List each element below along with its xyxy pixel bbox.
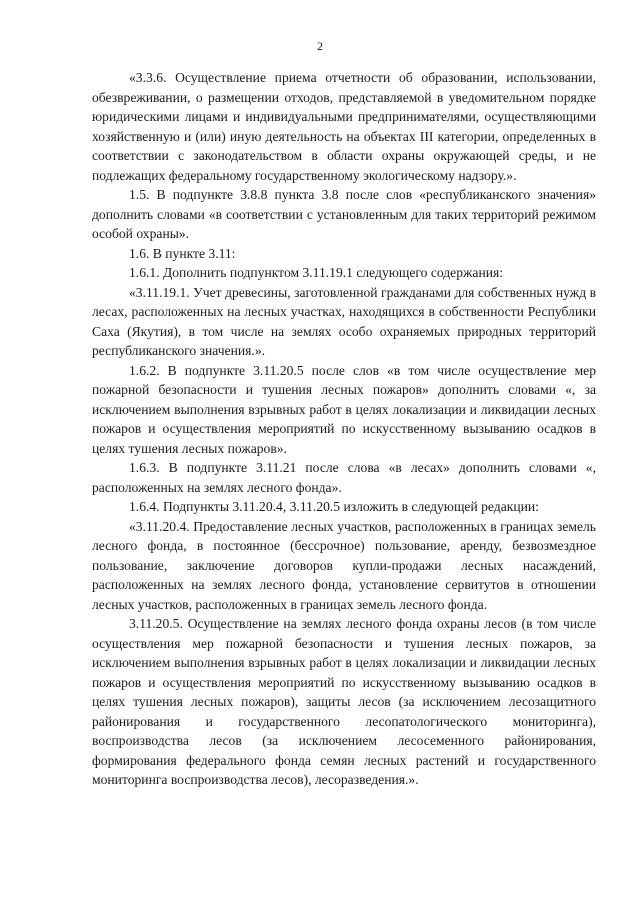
document-body <box>92 68 596 790</box>
paragraph-1-6-1: 1.6.1. Дополнить подпунктом 3.11.19.1 следующего содержания: <box>129 265 504 280</box>
paragraph-1-6-3: 1.6.3. В подпункте 3.11.21 после слова «в лесах» дополнить словами «, расположенных на землях лесного фонда». <box>92 460 596 495</box>
paragraph-3-3-6: «3.3.6. Осуществление приема отчетности об образовании, использовании, обезвреживании, о размещении отходов, представляемой в уведомительном порядке юридическими лицами и индивидуальными предпринимателями, осуществляющими хозяйственную и (или) иную деятельность на объектах III категории, определенных в соответствии с законодательством в области охраны окружающей среды, и не подлежащих федеральному государственному экологическому надзору.». <box>92 70 596 183</box>
paragraph-3-11-20-5: 3.11.20.5. Осуществление на землях лесного фонда охраны лесов (в том числе осуществления мер пожарной безопасности и тушения лесных пожаров, за исключением выполнения взрывных работ в целях локализации и ликвидации лесных пожаров и осуществления мероприятий по искусственному вызыванию осадков в целях тушения лесных пожаров), защиты лесов (за исключением лесозащитного районирования и государственного лесопатологического мониторинга), воспроизводства лесов (за исключением лесосеменного районирования, формирования федерального фонда семян лесных растений и государственного мониторинга воспроизводства лесов), лесоразведения.». <box>92 616 596 787</box>
paragraph-1-6: 1.6. В пункте 3.11: <box>129 245 236 261</box>
paragraph-1-5: 1.5. В подпункте 3.8.8 пункта 3.8 после слов «республиканского значения» дополнить словами «в соответствии с установленным для таких территорий режимом особой охраны». <box>92 187 596 241</box>
paragraph-1-6-2: 1.6.2. В подпункте 3.11.20.5 после слов «в том числе осуществление мер пожарной безопасности и тушения лесных пожаров» дополнить словами «, за исключением выполнения взрывных работ в целях локализации и ликвидации лесных пожаров и осуществления мероприятий по искусственному вызыванию осадков в целях тушения лесных пожаров». <box>92 362 596 456</box>
paragraph-3-11-20-4: «3.11.20.4. Предоставление лесных участков, расположенных в границах земель лесного фонда, в постоянное (бессрочное) пользование, аренду, безвозмездное пользование, заключение договоров купли-продажи лесных насаждений, расположенных на землях лесного фонда, установление сервитутов в отношении лесных участков, расположенных в границах земель лесного фонда. <box>92 518 596 612</box>
page-number: 2 <box>317 39 323 53</box>
paragraph-1-6-4: 1.6.4. Подпункты 3.11.20.4, 3.11.20.5 изложить в следующей редакции: <box>129 499 539 514</box>
paragraph-3-11-19-1: «3.11.19.1. Учет древесины, заготовленной гражданами для собственных нужд в лесах, расположенных на лесных участках, находящихся в собственности Республики Саха (Якутия), в том числе на землях особо охраняемых природных территорий республиканского значения.». <box>92 284 596 358</box>
